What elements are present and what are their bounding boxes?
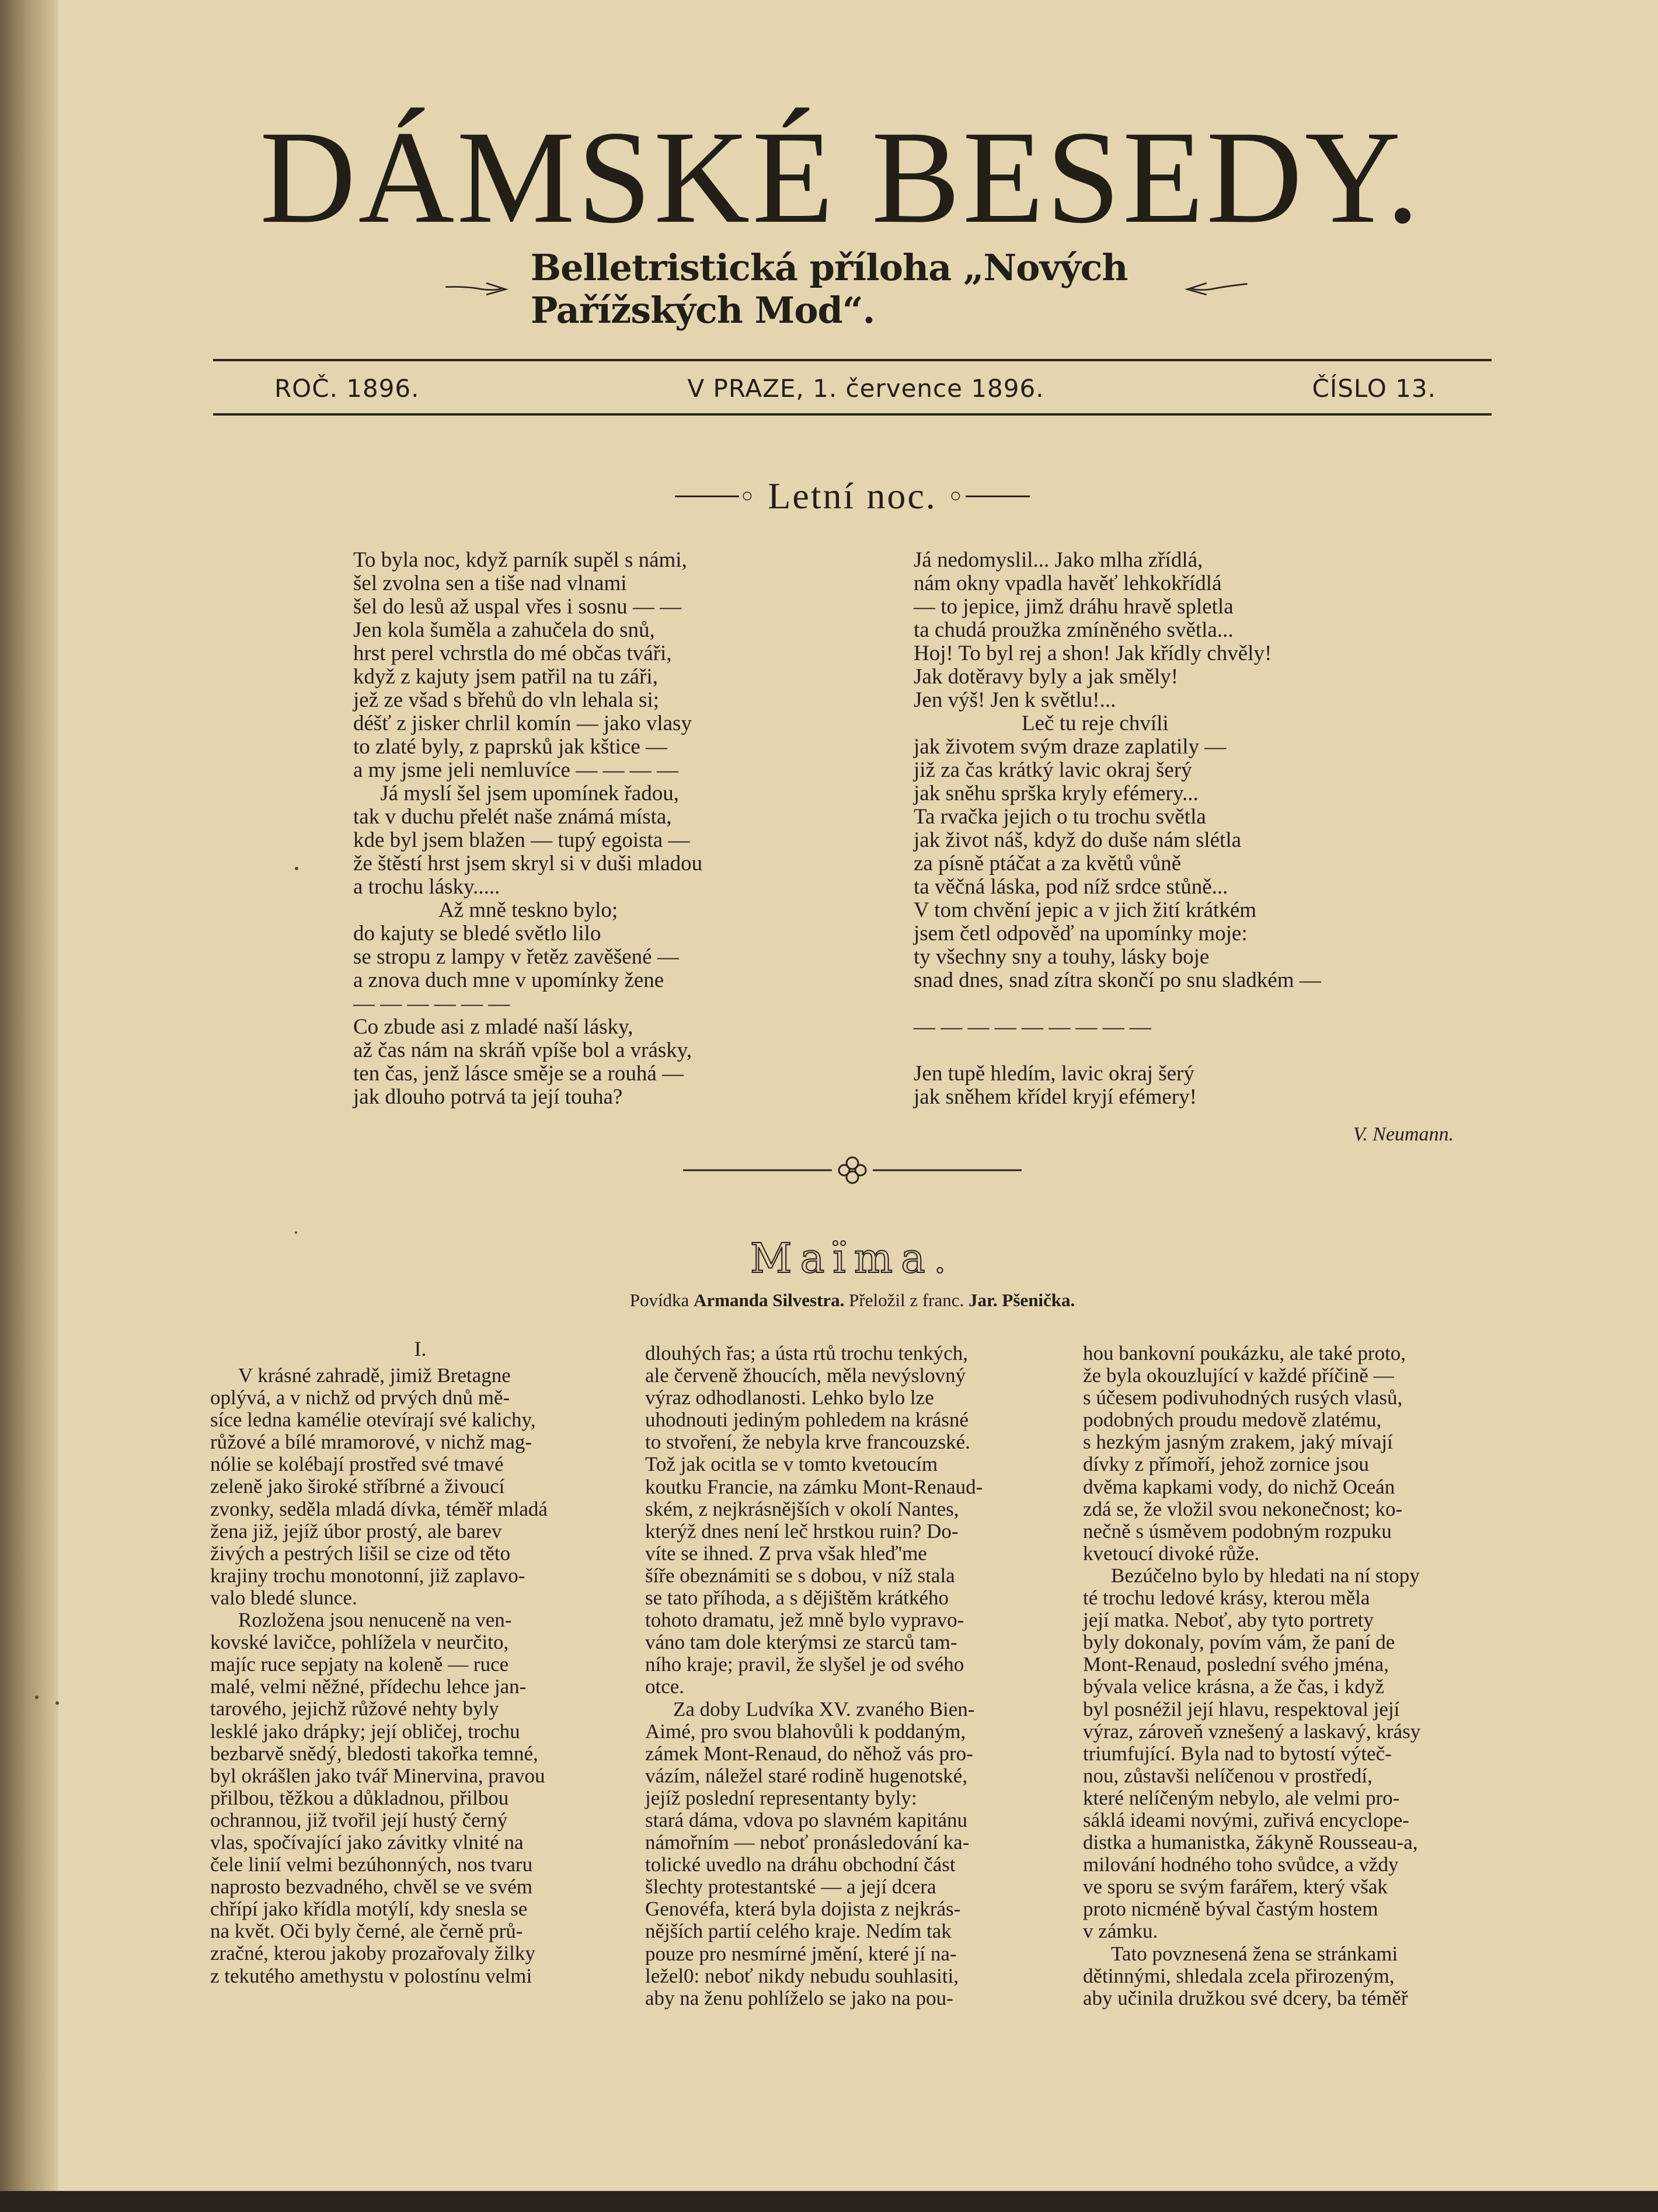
text-line: šel do lesů až uspal vřes i sosnu — — [353,595,682,619]
text-line: váno tam dole kterýmsi ze starců tam- [645,1631,957,1654]
text-line [914,1039,1321,1062]
text-line: výraz odhodlanosti. Lehko bylo lze [645,1386,934,1409]
story-title: Maïma. [750,1234,955,1282]
text-line: majíc ruce sepjaty na koleně — ruce [210,1653,509,1676]
text-line: ležel0: neboť nikdy nebudu souhlasiti, [645,1964,959,1987]
text-line: nám okny vpadla havěť lehkokřídlá [914,571,1222,595]
text-line: růžové a bílé mramorové, v nichž mag- [210,1431,532,1454]
text-line: zdá se, že vložil svou nekonečnost; ko- [1083,1497,1403,1520]
text-line: jak sněhu sprška kryly efémery... [914,781,1199,805]
text-line: přilbou, těžkou a důkladnou, přilbou [210,1786,509,1809]
text-line: V krásné zahradě, jimiž Bretagne [238,1364,511,1387]
header-rule-top [213,359,1492,361]
text-line: jež ze všad s břehů do vln lehala si; [353,688,659,712]
text-line: a trochu lásky..... [353,875,500,899]
text-line: kovské lavičce, pohlížela v neurčito, [210,1631,509,1654]
text-line: již za čas krátký lavic okraj šerý [914,758,1192,782]
text-line: pouze pro nesmírné jmění, které jí na- [645,1942,957,1965]
text-line: Bezúčelno bylo by hledati na ní stopy [1111,1564,1420,1587]
text-line: Leč tu reje chvíli [914,711,1169,735]
text-line: krajiny trochu monotonní, již zaplavo- [210,1564,525,1587]
text-line: ta chudá proužka zmíněného světla... [914,618,1234,642]
text-line: distka a humanistka, žákyně Rousseau-a, [1083,1831,1418,1854]
text-line: té trochu ledové krásy, kterou měla [1083,1586,1370,1610]
text-line: ta věčná láska, pod níž srdce stůně... [914,875,1228,899]
flourish-left-icon [444,274,510,303]
text-line: aby na ženu pohlíželo se jako na pou- [645,1986,953,2009]
text-line: stará dáma, vdova po slavném kapitánu [645,1808,968,1831]
text-line: kvetoucí divoké růže. [1083,1541,1260,1565]
text-line: ském, z nejkrásnějších v okolí Nantes, [645,1497,959,1520]
text-line: lesklé jako drápky; její obličej, trochu [210,1719,520,1743]
ink-speck [35,1695,39,1699]
text-line [914,992,1321,1016]
ink-speck [295,1231,297,1234]
text-line: Tož jak ocitla se v tomto kvetoucím [645,1453,938,1476]
text-line: dvěma kapkami vody, do nichž Oceán [1083,1475,1395,1498]
text-line: chřípí jako křídla motýlí, kdy snesla se [210,1897,528,1921]
text-line: které nelíčeným nebylo, ale velmi pro- [1083,1786,1400,1809]
text-line: nólie se kolébají prostřed své tmavé [210,1453,504,1476]
text-line: dětinnými, shledala zcela přirozeným, [1083,1964,1395,1987]
divider-ornament-icon [677,1153,1027,1188]
text-line: kde byl jsem blažen — tupý egoista — [353,828,690,852]
story-column-3 [1083,1342,1420,2009]
text-line: síce ledna kamélie otevírají své kalichy, [210,1408,536,1432]
text-line: výraz, zároveň vznešený a laskavý, krásy [1083,1719,1421,1743]
masthead-title: DÁMSKÉ BESEDY. [259,104,1422,251]
text-line: naprosto bezvadného, chvěl se ve svém [210,1875,533,1899]
text-line: zeleně jako široké stříbrné a živoucí [210,1475,505,1498]
story-column-2 [645,1342,983,2009]
text-line: žena již, jejíž úbor prostý, ale barev [210,1519,502,1543]
text-line: Za doby Ludvíka XV. zvaného Bien- [673,1697,975,1721]
text-line: až čas nám na skráň vpíše bol a vrásky, [353,1038,692,1062]
byline-middle: Přeložil z franc. [844,1290,969,1310]
text-line: uhodnouti jediným pohledem na krásné [645,1408,969,1432]
text-line: ochrannou, již tvořil její hustý černý [210,1808,508,1831]
text-line: hou bankovní poukázku, ale také proto, [1083,1342,1406,1365]
text-line: Hoj! To byl rej a shon! Jak křídly chvěly! [914,641,1272,665]
text-line: otce. [645,1675,685,1698]
text-line: šel zvolna sen a tiše nad vlnami [353,571,627,595]
text-line: ale červeně žhoucích, měla nevýslovný [645,1364,966,1387]
text-line: Jen kola šuměla a zahučela do snů, [353,618,655,642]
text-line: snad dnes, snad zítra skončí po snu sladkém — [914,968,1321,992]
title-rule-right [966,496,1030,497]
scan-edge [0,2191,1658,2212]
poem-author: V. Neumann. [1353,1124,1454,1145]
text-line: když z kajuty jsem patřil na tu záři, [353,665,658,689]
text-line: Rozložena jsou nenuceně na ven- [238,1609,512,1632]
text-line: ten čas, jenž lásce směje se a rouhá — [353,1062,684,1086]
text-line: V tom chvění jepic a v jich žití krátkém [914,898,1257,922]
flourish-right-icon [1183,274,1249,303]
text-line: Jak dotěravy byly a jak směly! [914,665,1179,689]
text-line: — — — — — — — — — [914,1015,1151,1039]
volume-label: ROČ. 1896. [274,374,420,403]
text-line: sáklá ideami novými, zuřivá encyclope- [1083,1808,1409,1831]
text-line: zračné, kterou jakoby prozařovaly žilky [210,1942,535,1965]
text-line: — — — — — — [353,992,510,1016]
text-line: tarového, jejichž růžové nehty byly [210,1697,499,1721]
text-line: Aimé, pro svou blahovůli k poddaným, [645,1719,966,1743]
text-line: triumfující. Byla nad to bytostí výteč- [1083,1742,1392,1765]
text-line: ního kraje; pravil, že slyšel je od svého [645,1653,964,1676]
text-line: víte se ihned. Z prva však hleď'me [645,1541,927,1565]
text-line: tak v duchu přelét naše známá místa, [353,805,672,829]
text-line: valo bledé slunce. [210,1586,357,1609]
text-line: že štěstí hrst jsem skryl si v duši mladou [353,852,703,875]
text-line: Já nedomyslil... Jako mlha zřídlá, [914,548,1203,572]
poem-title: Letní noc. [768,475,937,517]
text-line: čele linií velmi bezúhonných, nos tvaru [210,1853,533,1876]
text-line: to zlaté byly, z paprsků jak kštice — [353,735,668,759]
text-line: oplývá, a v nichž od prvých dnů mě- [210,1386,510,1409]
text-line: To byla noc, když parník supěl s námi, [353,548,687,572]
text-line: šlechty protestantské — a její dcera [645,1875,936,1899]
text-line: malé, velmi něžné, přídechu lehce jan- [210,1675,527,1698]
text-line: šíře obeznámiti se s dobou, v níž stala [645,1564,955,1587]
text-line: že byla okouzlující v každé příčině — [1083,1364,1394,1387]
text-line: a znova duch mne v upomínky žene [353,968,664,992]
text-line: dlouhých řas; a ústa rtů trochu tenkých, [645,1342,969,1365]
text-line: Jen výš! Jen k světlu!... [914,688,1116,712]
text-line: s hezkým jasným zrakem, jaký mívají [1083,1431,1393,1454]
issue-number: ČÍSLO 13. [1312,374,1436,403]
text-line: Tato povznesená žena se stránkami [1111,1942,1398,1965]
circle-ornament-icon: ○ [949,485,964,507]
text-line: to stvoření, že nebyla krve francouzské. [645,1431,970,1454]
text-line: koutku Francie, na zámku Mont-Renaud- [645,1475,983,1498]
text-line: zámek Mont-Renaud, do něhož vás pro- [645,1742,973,1765]
text-line: byl posnéžil její hlavu, respektoval její [1083,1697,1400,1721]
text-line: jak sněhem křídel kryjí efémery! [914,1085,1197,1109]
text-line: Jen tupě hledím, lavic okraj šerý [914,1062,1194,1086]
text-line: Mont-Renaud, poslední svého jména, [1083,1653,1389,1676]
text-line: nou, zůstavši nelíčenou v prostředí, [1083,1764,1373,1787]
text-line: a my jsme jeli nemluvíce — — — — [353,758,678,782]
text-line: se tato příhoda, a s dějištěm krátkého [645,1586,949,1610]
text-line: z tekutého amethystu v polostínu velmi [210,1964,532,1987]
text-line: vlas, spočívající jako závitky vlnité na [210,1830,524,1854]
title-rule-left [675,496,739,497]
text-line: Já myslí šel jsem upomínek řadou, [353,781,680,805]
text-line: proto nicméně býval častým hostem [1083,1897,1378,1921]
text-line: hrst perel vchrstla do mé občas tváři, [353,641,672,665]
chapter-number: I. [414,1337,427,1360]
text-line: kterýž dnes není leč hrstkou ruin? Do- [645,1519,959,1543]
text-line: v zámku. [1083,1920,1158,1943]
text-line: za písně ptáčat a za květů vůně [914,852,1182,875]
header-rule-bottom [213,413,1492,416]
binding-gutter [0,0,58,2212]
text-line: vázím, náležel staré rodině hugenotské, [645,1764,968,1787]
masthead-subtitle [444,246,1249,332]
text-line: na květ. Oči byly černé, ale černě prů- [210,1920,523,1943]
poem-left-column [353,549,702,1109]
text-line: milování hodného toho svůdce, a vždy [1083,1853,1399,1876]
subtitle-text: Belletristická příloha „Nových Pařížských Mod“. [530,246,1128,332]
poem-title-block [654,470,1051,522]
byline-prefix: Povídka [629,1290,694,1310]
text-line: dívky z přímoří, jehož zornice jsou [1083,1453,1369,1476]
text-line: jak život náš, když do duše nám slétla [914,828,1242,852]
text-line: do kajuty se bledé světlo lilo [353,922,601,945]
text-line: Až mně teskno bylo; [353,898,618,922]
text-line: Genovéfa, která byla dojista z nejkrás- [645,1897,961,1921]
text-line: bývala velice krásna, a že čas, i když [1083,1675,1384,1698]
byline-author: Armanda Silvestra. [694,1290,845,1310]
text-line: ve sporu se svým farářem, který však [1083,1875,1388,1899]
text-line: jak dlouho potrvá ta její touha? [353,1085,623,1109]
text-line: námořním — neboť pronásledování ka- [645,1831,970,1854]
text-line: tohoto dramatu, jež mně bylo vypravo- [645,1609,964,1632]
text-line: Co zbude asi z mladé naší lásky, [353,1015,633,1039]
text-line: aby učinila družkou své dcery, ba téměř [1083,1986,1408,2009]
text-line: jak životem svým draze zaplatily — [914,735,1227,759]
circle-ornament-icon: ○ [741,485,755,507]
text-line: nečně s úsměvem podobným rozpuku [1083,1519,1392,1543]
text-line: podobných proudu medově zlatému, [1083,1408,1382,1432]
place-date: V PRAZE, 1. července 1896. [687,374,1044,403]
text-line: — to jepice, jimž dráhu hravě spletla [914,595,1234,619]
ink-speck [55,1701,59,1705]
ink-speck [295,867,298,870]
text-line: déšť z jisker chrlil komín — jako vlasy [353,711,692,735]
text-line: bezbarvě snědý, bledosti takořka temné, [210,1742,538,1765]
text-line: byly dokonaly, povím vám, že paní de [1083,1631,1395,1654]
text-line: ty všechny sny a touhy, lásky boje [914,945,1210,969]
poem-right-column [914,549,1321,1109]
text-line: tolické uvedlo na dráhu obchodní část [645,1853,956,1876]
text-line: nějších partií celého kraje. Nedím tak [645,1920,952,1943]
byline-translator: Jar. Pšenička. [969,1290,1075,1310]
text-line: její matka. Neboť, aby tyto portrety [1083,1609,1374,1632]
issue-line [274,368,1436,409]
text-line: jejíž poslední representanty byly: [645,1786,917,1809]
text-line: s účesem podivuhodných rusých vlasů, [1083,1386,1403,1409]
text-line: jsem četl odpověď na upomínky moje: [914,922,1248,945]
story-column-1 [210,1365,548,1987]
story-byline [409,1290,1296,1313]
text-line: se stropu z lampy v řetěz zavěšené — [353,945,679,969]
text-line: Ta rvačka jejich o tu trochu světla [914,805,1206,829]
text-line: zvonky, seděla mladá dívka, téměř mladá [210,1497,548,1520]
text-line: živých a pestrých lišil se cize od těto [210,1541,511,1565]
text-line: byl okrášlen jako tvář Minervina, pravou [210,1764,545,1787]
